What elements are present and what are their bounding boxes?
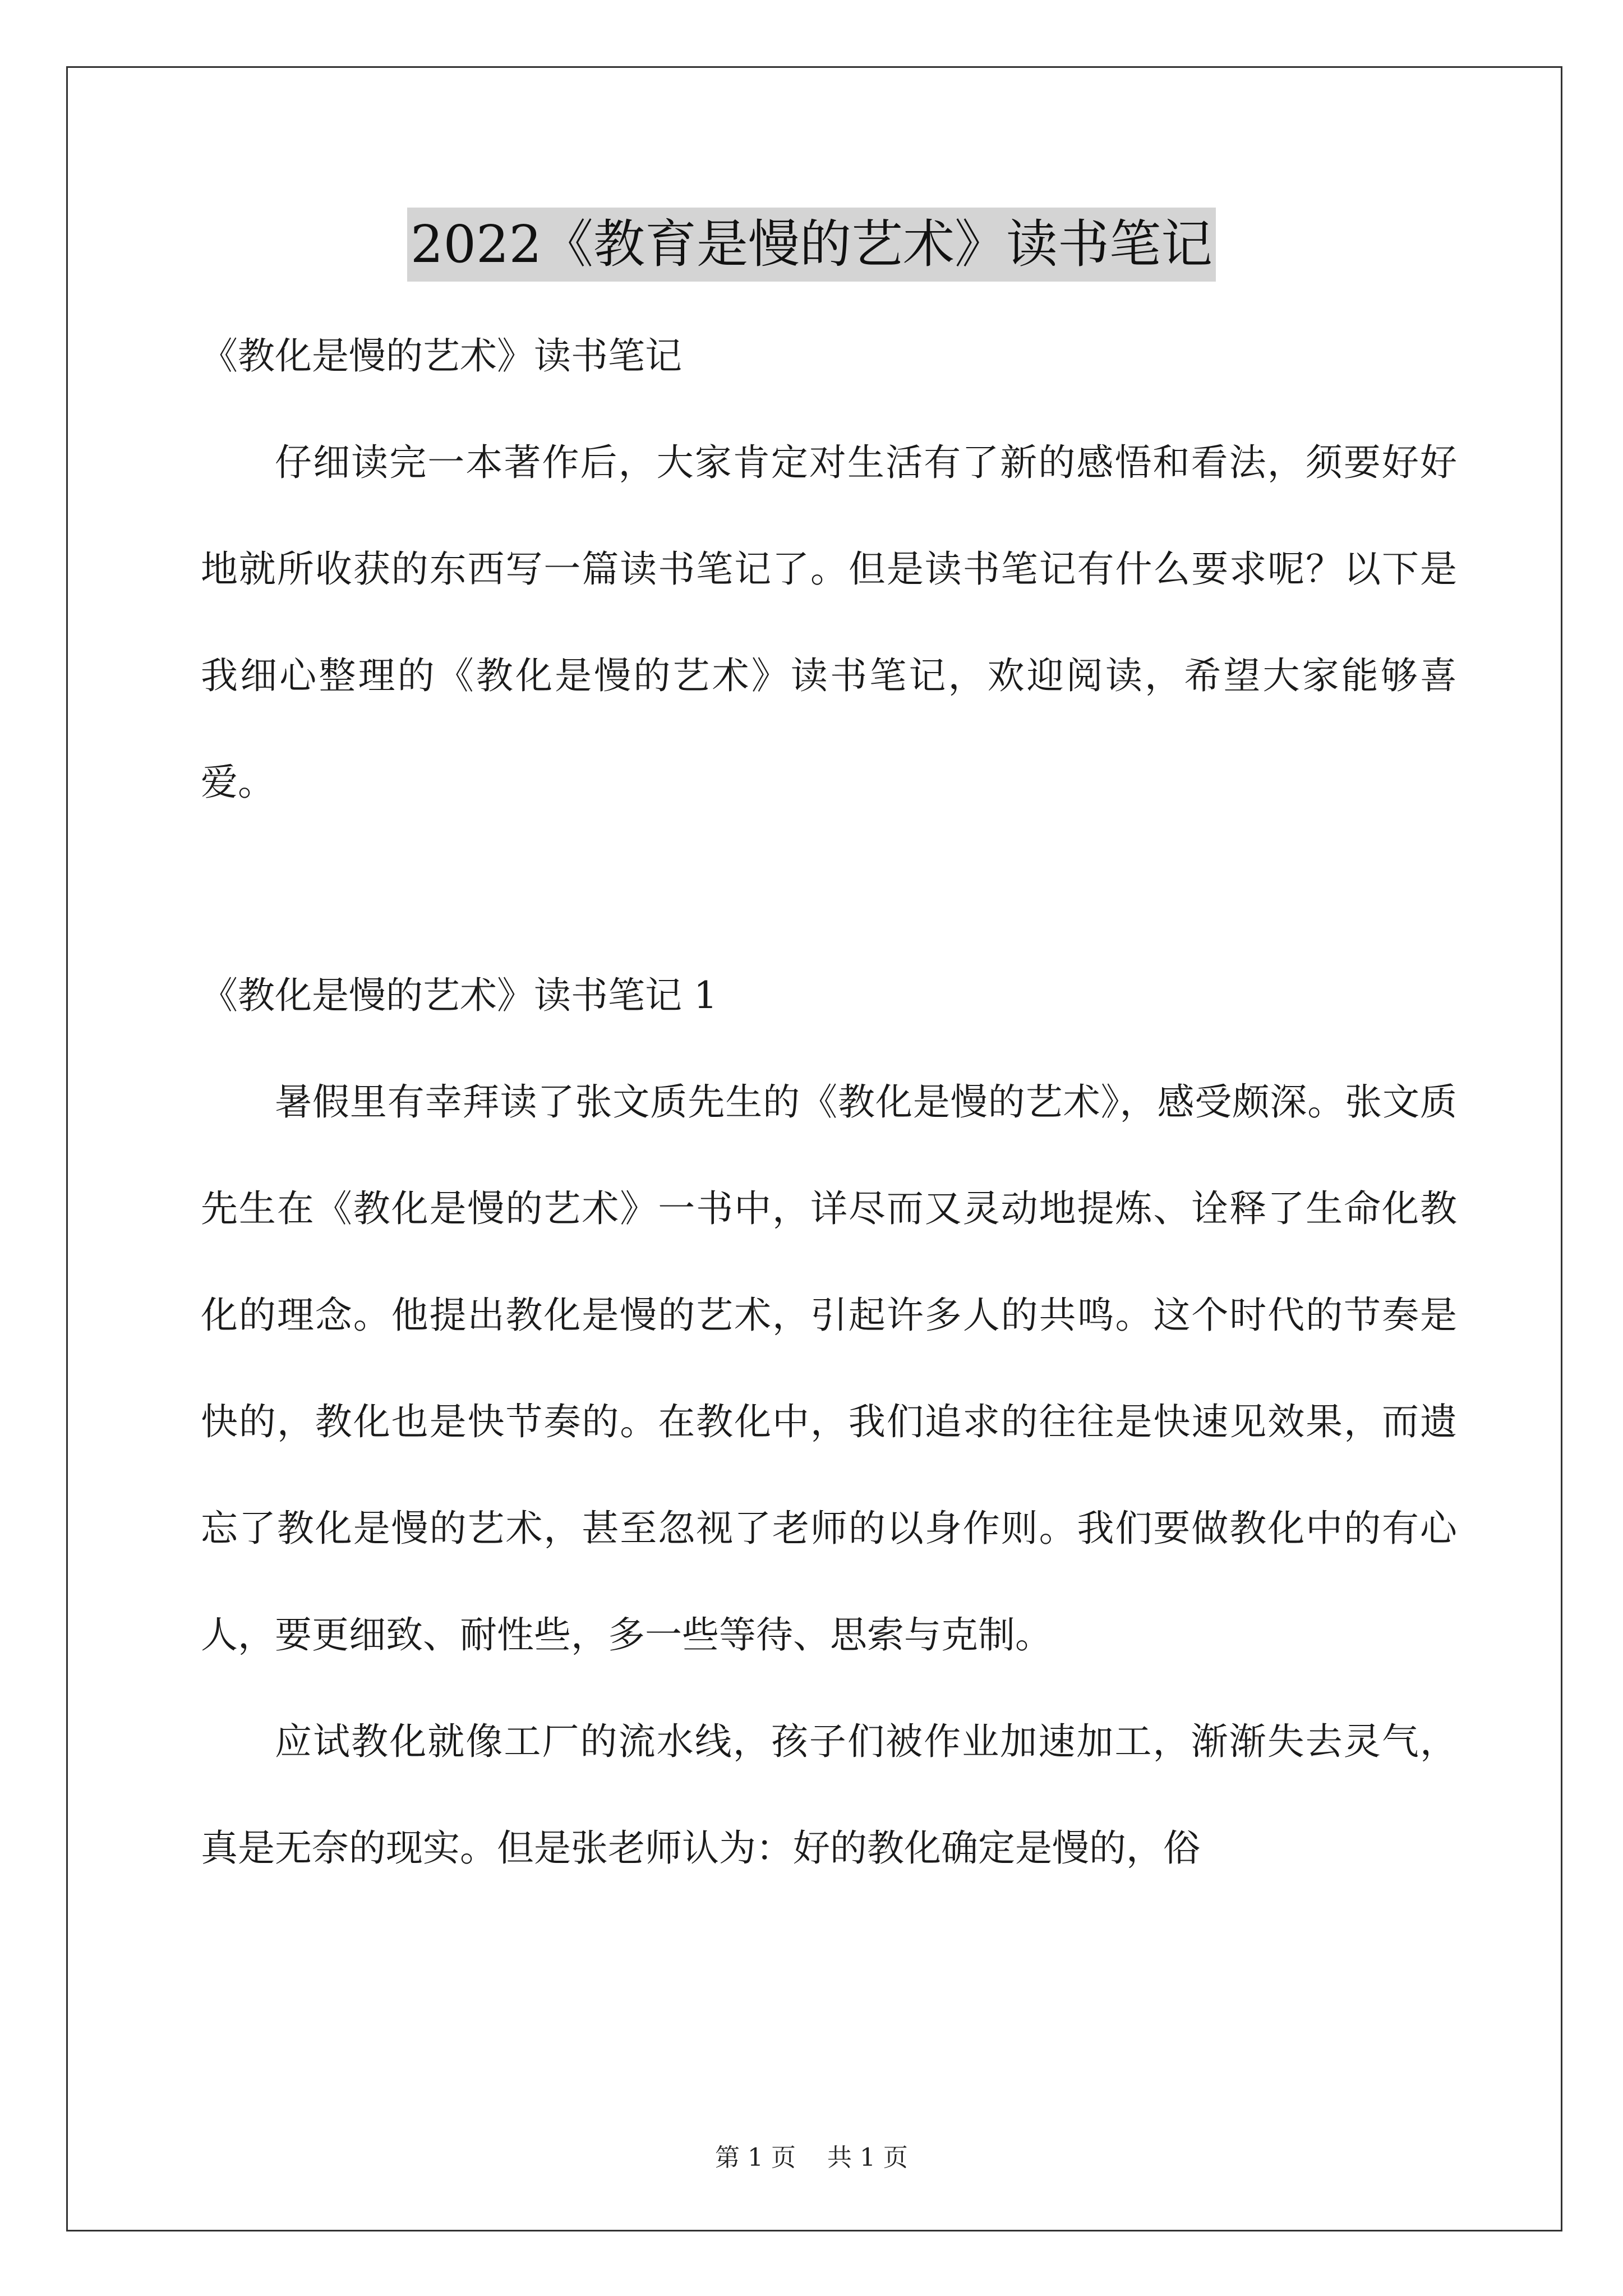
section-spacer xyxy=(201,836,1457,942)
title-block xyxy=(0,208,1623,282)
document-title: 2022《教育是慢的艺术》读书笔记 xyxy=(407,208,1216,282)
page-footer: 第 1 页 共 1 页 xyxy=(715,2143,908,2172)
document-body xyxy=(201,303,1457,1902)
body-paragraph-2: 应试教化就像工厂的流水线，孩子们被作业加速加工，渐渐失去灵气，真是无奈的现实。但是张老师认为：好的教化确定是慢的，俗 xyxy=(201,1720,1457,1870)
intro-heading: 《教化是慢的艺术》读书笔记 xyxy=(201,334,682,378)
intro-paragraph: 仔细读完一本著作后，大家肯定对生活有了新的感悟和看法，须要好好地就所收获的东西写一篇读书笔记了。但是读书笔记有什么要求呢？以下是我细心整理的《教化是慢的艺术》读书笔记，欢迎阅读，希望大家能够喜爱。 xyxy=(201,441,1457,804)
body-paragraph-1: 暑假里有幸拜读了张文质先生的《教化是慢的艺术》，感受颇深。张文质先生在《教化是慢的艺术》一书中，详尽而又灵动地提炼、诠释了生命化教化的理念。他提出教化是慢的艺术，引起许多人的共鸣。这个时代的节奏是快的，教化也是快节奏的。在教化中，我们追求的往往是快速见效果，而遗忘了教化是慢的艺术，甚至忽视了老师的以身作则。我们要做教化中的有心人，要更细致、耐性些，多一些等待、思索与克制。 xyxy=(201,1080,1457,1657)
section-heading: 《教化是慢的艺术》读书笔记 1 xyxy=(201,974,717,1017)
